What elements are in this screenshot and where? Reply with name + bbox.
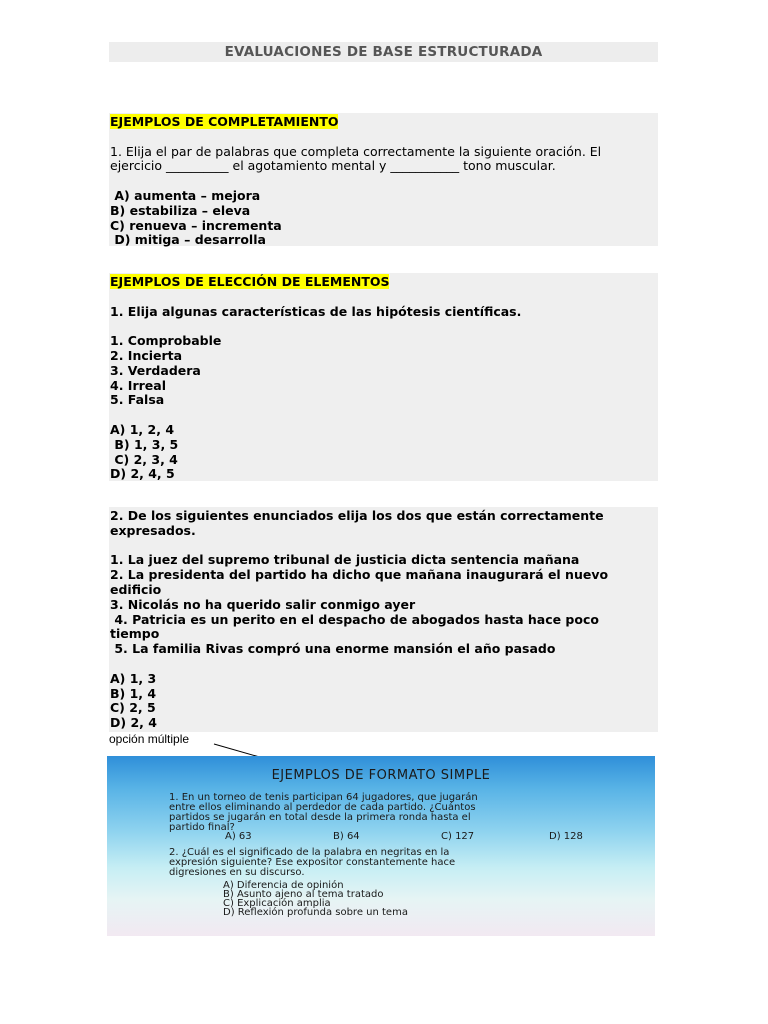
enunciados-item: tiempo (110, 626, 160, 642)
banner-q2-line: expresión siguiente? Ese expositor constantemente hace (169, 857, 456, 868)
eleccion-item-5: 5. Falsa (110, 392, 165, 408)
enunciados-option-d: D) 2, 4 (110, 715, 157, 731)
enunciados-item: edificio (110, 581, 162, 597)
eleccion-heading: EJEMPLOS DE ELECCIÓN DE ELEMENTOS (110, 274, 390, 289)
eleccion-option-d: D) 2, 4, 5 (110, 466, 175, 482)
enunciados-item: 2. La presidenta del partido ha dicho que mañana inaugurará el nuevo (110, 567, 609, 583)
enunciados-item: 3. Nicolás no ha querido salir conmigo ayer (110, 596, 416, 612)
completamiento-question-line2: ejercicio __________ el agotamiento mental y ___________ tono muscular. (110, 158, 556, 174)
eleccion-section (109, 273, 658, 481)
eleccion-item-3: 3. Verdadera (110, 362, 201, 378)
enunciados-option-c: C) 2, 5 (110, 700, 156, 716)
enunciados-item: 1. La juez del supremo tribunal de justicia dicta sentencia mañana (110, 552, 580, 568)
formato-simple-image (107, 756, 655, 936)
banner-q1-option-d: D) 128 (549, 831, 583, 842)
page-title: EVALUACIONES DE BASE ESTRUCTURADA (109, 42, 658, 62)
banner-q2-option-d: D) Reflexión profunda sobre un tema (223, 907, 408, 918)
completamiento-heading: EJEMPLOS DE COMPLETAMIENTO (110, 114, 339, 129)
eleccion-option-c: C) 2, 3, 4 (110, 451, 178, 467)
eleccion-item-1: 1. Comprobable (110, 333, 222, 349)
banner-q1-option-c: C) 127 (441, 831, 475, 842)
banner-q1-line: 1. En un torneo de tenis participan 64 jugadores, que jugarán (169, 792, 478, 803)
completamiento-option-c: C) renueva – incrementa (110, 217, 282, 233)
eleccion-option-a: A) 1, 2, 4 (110, 421, 175, 437)
banner-q1-line: partidos se jugarán en total desde la primera ronda hasta el (169, 812, 471, 823)
completamiento-option-a: A) aumenta – mejora (110, 187, 261, 203)
enunciados-item: 5. La familia Rivas compró una enorme mansión el año pasado (110, 641, 556, 657)
enunciados-section (109, 507, 658, 732)
enunciados-question-line1: 2. De los siguientes enunciados elija los dos que están correctamente (110, 508, 604, 523)
enunciados-question-line2: expresados. (110, 522, 196, 538)
banner-q2-line: 2. ¿Cuál es el significado de la palabra en negritas en la (169, 847, 450, 858)
banner-q1-option-b: B) 64 (333, 831, 360, 842)
banner-q2-option-b: B) Asunto ajeno al tema tratado (223, 889, 384, 900)
completamiento-question-line1: 1. Elija el par de palabras que completa correctamente la siguiente oración. El (110, 143, 602, 159)
banner-q2-option-c: C) Explicación amplia (223, 898, 331, 909)
completamiento-option-d: D) mitiga – desarrolla (110, 232, 266, 248)
eleccion-question: 1. Elija algunas características de las hipótesis científicas. (110, 303, 522, 319)
banner-q1-option-a: A) 63 (225, 831, 252, 842)
banner-q1-line: entre ellos eliminando al perdedor de cada partido. ¿Cuántos (169, 802, 476, 813)
enunciados-option-b: B) 1, 4 (110, 685, 157, 701)
completamiento-section (109, 113, 658, 246)
caption-opcion-multiple: opción múltiple (109, 732, 190, 746)
completamiento-option-b: B) estabiliza – eleva (110, 202, 251, 218)
banner-title: EJEMPLOS DE FORMATO SIMPLE (271, 768, 491, 783)
enunciados-option-a: A) 1, 3 (110, 670, 157, 686)
banner-q2-option-a: A) Diferencia de opinión (223, 880, 344, 891)
eleccion-item-4: 4. Irreal (110, 377, 166, 393)
enunciados-item: 4. Patricia es un perito en el despacho de abogados hasta hace poco (110, 611, 599, 627)
eleccion-item-2: 2. Incierta (110, 347, 183, 363)
eleccion-option-b: B) 1, 3, 5 (110, 436, 179, 452)
banner-q2-line: digresiones en su discurso. (169, 867, 305, 878)
banner-q1-line: partido final? (169, 822, 235, 833)
